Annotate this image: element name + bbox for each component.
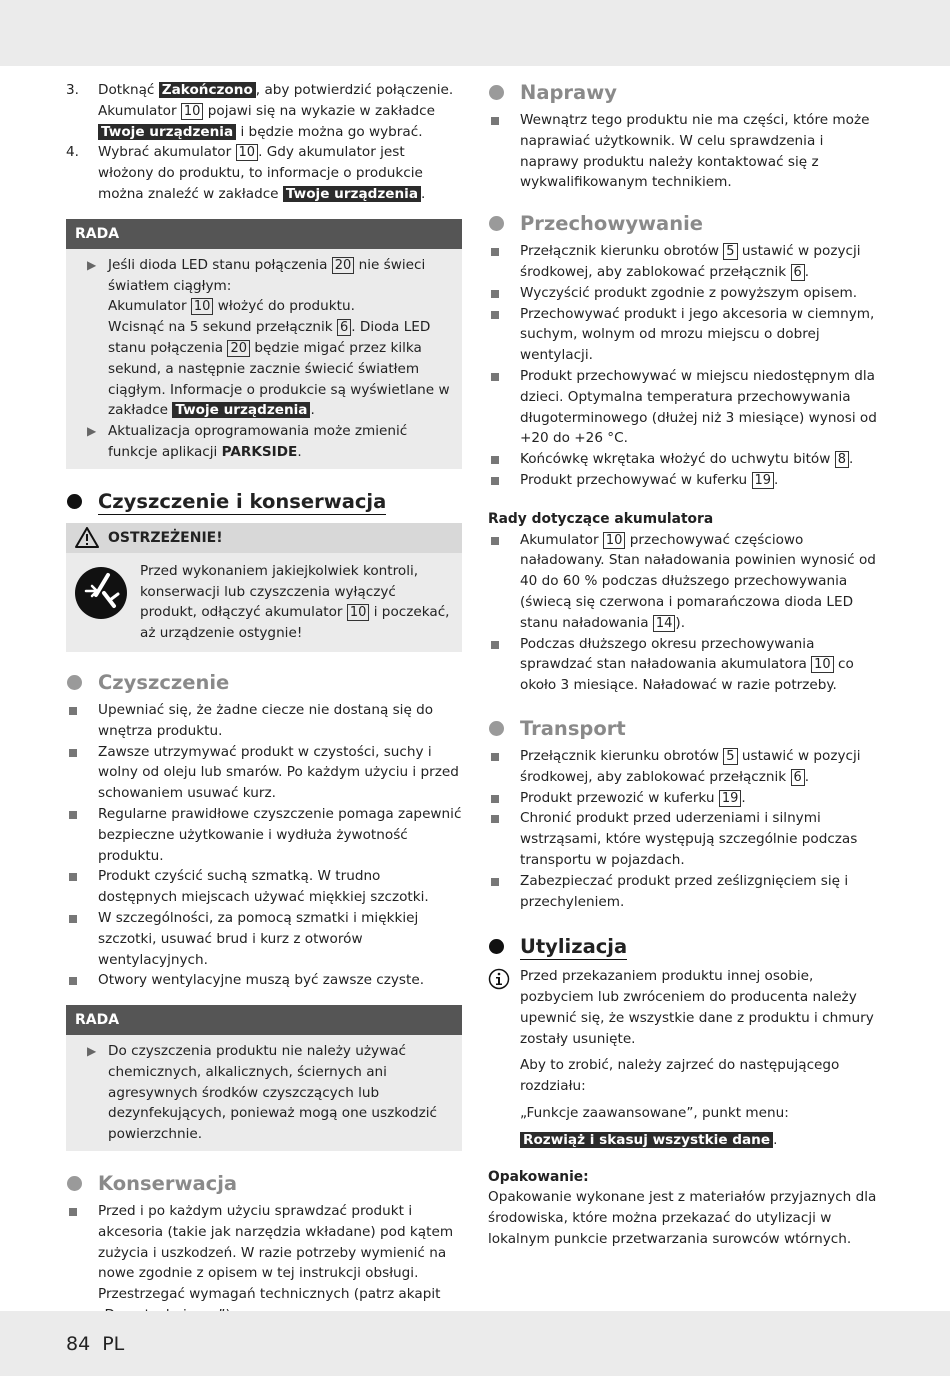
ref-number: 6 xyxy=(791,769,805,786)
square-bullet-icon xyxy=(69,811,77,819)
text: Aktualizacja oprogramowania może zmienić funkcje aplikacji xyxy=(108,423,408,460)
ref-number: 20 xyxy=(227,340,250,357)
text: będzie migać przez kilka sekund, a następnie zacznie świecić światłem ciągłym. Informacje o produkcie są wyświetlane w zakładce xyxy=(108,339,450,419)
ref-number: 19 xyxy=(752,472,775,489)
info-paragraph xyxy=(488,966,884,1049)
text: . Dioda LED stanu połączenia xyxy=(108,319,431,356)
list-item xyxy=(66,1201,462,1326)
text: przechowywać częściowo naładowany. Stan naładowania powinien wynosić od 40 do 60 % podczas dłuższego przechowywania (świecą się czerwona i pomarańczowa dioda LED stanu naładowania xyxy=(520,531,876,631)
text: . xyxy=(741,789,746,806)
heading-text: Transport xyxy=(520,716,626,740)
ui-label-zakonczono: Zakończono xyxy=(159,82,256,98)
warning-triangle-icon xyxy=(75,527,99,548)
text: Do czyszczenia produktu nie należy używać chemicznych, alkalicznych, ściernych ani agresywnych środków czyszczących lub dezynfekujących, ponieważ mogą one uszkodzić powierzchnie. xyxy=(108,1043,437,1143)
text: . xyxy=(848,451,854,468)
arrow-icon: ▶ xyxy=(87,424,97,439)
ui-label-twoje-urzadzenia: Twoje urządzenia xyxy=(283,186,421,202)
square-bullet-icon xyxy=(491,290,499,298)
bullet-dot-icon xyxy=(489,721,504,736)
transport-list xyxy=(488,746,884,912)
tip-box-1 xyxy=(66,219,462,469)
text: ). xyxy=(675,614,686,631)
text: Wyczyścić produkt zgodnie z powyższym opisem. xyxy=(520,284,858,301)
arrow-icon: ▶ xyxy=(87,1044,97,1059)
text: Upewniać się, że żadne ciecze nie dostaną się do wnętrza produktu. xyxy=(98,701,434,739)
text: Przed i po każdym użyciu sprawdzać produkt i akcesoria (takie jak narzędzia wkładane) pod kątem zużycia i uszkodzeń. W razie potrzeby wymienić na nowe zgodnie z opisem w tej instrukcji obsługi. Przestrzegać wymagań technicznych (patrz akapit xyxy=(98,1203,454,1303)
bullet-dot-icon xyxy=(67,675,82,690)
section-title-utylizacja xyxy=(488,934,884,960)
ref-number: 10 xyxy=(181,103,204,120)
square-bullet-icon xyxy=(491,878,499,886)
ref-number: 20 xyxy=(332,257,355,274)
list-item xyxy=(488,808,884,870)
text: Dotknąć xyxy=(98,82,159,98)
square-bullet-icon xyxy=(491,456,499,464)
list-item xyxy=(488,634,884,696)
text: . xyxy=(804,263,810,280)
text: Wcisnąć na 5 sekund przełącznik xyxy=(108,319,337,336)
section-title-przechowywanie xyxy=(488,211,884,237)
square-bullet-icon xyxy=(491,117,499,125)
text: W szczególności, za pomocą szmatki i miękkiej szczotki, usuwać brud i kurz z otworów wentylacyjnych. xyxy=(98,909,419,968)
bullet-dot-icon xyxy=(489,85,504,100)
square-bullet-icon xyxy=(69,1208,77,1216)
paragraph: „Funkcje zaawansowane”, punkt menu: xyxy=(520,1105,789,1122)
header-band xyxy=(0,0,950,66)
tip-heading: RADA xyxy=(66,1005,462,1035)
list-item xyxy=(488,449,884,470)
text: Regularne prawidłowe czyszczenie pomaga zapewnić bezpieczne użytkowanie i wydłuża żywotność produktu. xyxy=(98,805,462,864)
list-item xyxy=(488,746,884,788)
square-bullet-icon xyxy=(491,311,499,319)
list-item xyxy=(66,908,462,970)
list-item xyxy=(488,871,884,913)
bullet-dot-icon xyxy=(67,494,82,509)
text: . xyxy=(421,185,426,202)
list-item xyxy=(488,530,884,634)
text: Jeśli dioda LED stanu połączenia xyxy=(108,256,332,273)
ref-number: 10 xyxy=(191,298,214,315)
square-bullet-icon xyxy=(69,707,77,715)
text: Przed przekazaniem produktu innej osobie, pozbyciem lub zwróceniem do producenta należy upewnić się, że wszystkie dane z produktu i chmury zostały usunięte. xyxy=(520,968,874,1047)
list-item xyxy=(488,788,884,809)
list-item xyxy=(66,804,462,866)
text: Wybrać akumulator xyxy=(98,144,236,161)
text: Akumulator xyxy=(520,531,603,548)
text: Końcówkę wkrętaka włożyć do uchwytu bitów xyxy=(520,451,835,468)
ref-number: 5 xyxy=(723,243,737,260)
brand-name: PARKSIDE xyxy=(221,443,298,460)
list-item xyxy=(66,700,462,742)
left-column xyxy=(66,80,462,1326)
step-4 xyxy=(66,142,462,204)
numbered-steps xyxy=(66,80,462,205)
square-bullet-icon xyxy=(69,915,77,923)
page-number: 84 xyxy=(66,1333,91,1355)
warning-heading xyxy=(66,523,462,553)
list-item xyxy=(66,970,462,991)
list-item xyxy=(488,241,884,283)
subheading-packaging: Opakowanie: xyxy=(488,1168,589,1185)
list-item xyxy=(488,304,884,366)
czyszczenie-list xyxy=(66,700,462,991)
square-bullet-icon xyxy=(69,977,77,985)
square-bullet-icon xyxy=(491,815,499,823)
text: nie świeci światłem ciągłym: xyxy=(108,256,426,294)
list-item xyxy=(488,110,884,193)
ref-number: 10 xyxy=(236,144,259,161)
ref-number: 19 xyxy=(719,790,742,807)
square-bullet-icon xyxy=(69,749,77,757)
tip-body xyxy=(66,1035,462,1151)
ref-number: 8 xyxy=(835,451,849,468)
list-item xyxy=(66,742,462,804)
square-bullet-icon xyxy=(491,795,499,803)
warning-label: OSTRZEŻENIE! xyxy=(108,529,223,546)
square-bullet-icon xyxy=(69,873,77,881)
text: . xyxy=(773,1131,778,1148)
text: . Gdy akumulator jest włożony do produktu, to informacje o produkcie można znaleźć w zakładce xyxy=(98,144,423,202)
list-item xyxy=(488,470,884,491)
text: co około 3 miesiące. Naładować w razie potrzeby. xyxy=(520,656,854,694)
ref-number: 10 xyxy=(603,532,626,549)
list-item xyxy=(488,283,884,304)
heading-text: Utylizacja xyxy=(520,935,628,959)
square-bullet-icon xyxy=(491,753,499,761)
text: ustawić w pozycji środkowej, aby zablokować przełącznik xyxy=(520,747,861,785)
right-column xyxy=(488,80,884,1250)
text: . xyxy=(774,471,779,488)
section-title-konserwacja xyxy=(66,1171,462,1197)
rady-list xyxy=(488,530,884,696)
section-title-naprawy xyxy=(488,80,884,106)
bullet-dot-icon xyxy=(67,1176,82,1191)
text: Podczas dłuższego okresu przechowywania sprawdzać stan naładowania akumulatora xyxy=(520,635,815,673)
text: Wewnątrz tego produktu nie ma części, które może naprawiać użytkownik. W celu sprawdzenia i naprawy produktu należy kontaktować się z wykwalifikowanym technikiem. xyxy=(520,112,870,191)
text: Przechowywać produkt i jego akcesoria w ciemnym, suchym, wolnym od mrozu miejscu o dobrej wentylacji. xyxy=(520,305,875,364)
ref-number: 10 xyxy=(347,604,370,621)
square-bullet-icon xyxy=(491,537,499,545)
text: Chronić produkt przed uderzeniami i silnymi wstrząsami, które występują szczególnie podczas transportu w pojazdach. xyxy=(520,810,858,868)
text: Otwory wentylacyjne muszą być zawsze czyste. xyxy=(98,972,425,989)
text: Akumulator xyxy=(108,298,191,315)
text: Przełącznik kierunku obrotów xyxy=(520,747,724,764)
text: ustawić w pozycji środkowej, aby zablokować przełącznik xyxy=(520,243,861,280)
info-icon xyxy=(488,968,510,990)
step-number: 4. xyxy=(66,144,79,161)
text: i poczekać, aż urządzenie ostygnie! xyxy=(140,604,450,642)
step-3 xyxy=(66,80,462,142)
square-bullet-icon xyxy=(491,373,499,381)
arrow-icon: ▶ xyxy=(87,257,97,272)
text: Produkt przechowywać w kuferku xyxy=(520,471,752,488)
page-footer xyxy=(66,1333,136,1355)
menu-item-line xyxy=(488,1130,884,1151)
bullet-dot-icon xyxy=(489,939,504,954)
heading-text: Czyszczenie i konserwacja xyxy=(98,489,387,513)
tip-item xyxy=(76,255,452,421)
tip-body xyxy=(66,249,462,469)
text: . xyxy=(297,443,302,460)
paragraph: Aby to zrobić, należy zajrzeć do następującego rozdziału: xyxy=(520,1057,840,1095)
text: pojawi się na wykazie w zakładce xyxy=(203,102,435,119)
text: Zawsze utrzymywać produkt w czystości, suchy i wolny od oleju lub smarów. Po każdym użyciu i przed schowaniem usuwać kurz. xyxy=(98,743,459,802)
text: Produkt czyścić suchą szmatką. W trudno dostępnych miejscach używać miękkiej szczotki. xyxy=(98,868,429,906)
ui-label-twoje-urzadzenia: Twoje urządzenia xyxy=(172,402,310,418)
heading-text: Naprawy xyxy=(520,81,617,104)
text: Zabezpieczać produkt przed ześlizgnięciem się i przechyleniem. xyxy=(520,872,849,910)
text: włożyć do produktu. xyxy=(213,298,355,315)
remove-battery-icon xyxy=(74,566,128,620)
tip-item xyxy=(76,1041,452,1145)
text: Produkt przechowywać w miejscu niedostępnym dla dzieci. Optymalna temperatura przechowywania długoterminowego (dłużej niż 3 miesiące) wynosi od +20 do +26 °C. xyxy=(520,367,877,447)
section-title-czyszczenie xyxy=(66,670,462,696)
warning-body xyxy=(66,553,462,652)
language-code: PL xyxy=(102,1333,125,1355)
text: Przełącznik kierunku obrotów xyxy=(520,243,724,260)
text: , aby potwierdzić połączenie. Akumulator xyxy=(98,82,454,119)
przechowywanie-list xyxy=(488,241,884,491)
list-item xyxy=(488,366,884,449)
ref-number: 5 xyxy=(723,748,737,765)
bullet-dot-icon xyxy=(489,216,504,231)
square-bullet-icon xyxy=(491,641,499,649)
heading-text: Przechowywanie xyxy=(520,212,704,236)
text: Produkt przewozić w kuferku xyxy=(520,789,719,806)
tip-item xyxy=(76,421,452,463)
warning-box xyxy=(66,523,462,652)
heading-text: Czyszczenie xyxy=(98,670,230,694)
section-title-cleaning-maintenance xyxy=(66,489,462,515)
text: Przed wykonaniem jakiejkolwiek kontroli, konserwacji lub czyszczenia wyłączyć produkt, odłączyć akumulator xyxy=(140,562,419,621)
ui-label-twoje-urzadzenia: Twoje urządzenia xyxy=(98,124,236,140)
tip-heading: RADA xyxy=(66,219,462,249)
section-title-transport xyxy=(488,716,884,742)
footer-band xyxy=(0,1311,950,1376)
ref-number: 10 xyxy=(811,656,834,673)
heading-text: Konserwacja xyxy=(98,1172,238,1196)
ref-number: 6 xyxy=(337,319,351,336)
text: . xyxy=(804,768,810,785)
list-item xyxy=(66,866,462,908)
text: i będzie można go wybrać. xyxy=(236,123,423,140)
square-bullet-icon xyxy=(491,248,499,256)
ref-number: 14 xyxy=(653,615,676,632)
packaging-text: Opakowanie wykonane jest z materiałów przyjaznych dla środowiska, które można przekazać do utylizacji w lokalnym punkcie przetwarzania surowców wtórnych. xyxy=(488,1189,877,1248)
step-number: 3. xyxy=(66,82,79,98)
tip-box-2 xyxy=(66,1005,462,1151)
subheading-battery-tips: Rady dotyczące akumulatora xyxy=(488,510,714,527)
text: . xyxy=(310,402,315,419)
square-bullet-icon xyxy=(491,477,499,485)
ref-number: 6 xyxy=(791,264,805,281)
ui-label-delete-all-data: Rozwiąż i skasuj wszystkie dane xyxy=(520,1132,773,1148)
